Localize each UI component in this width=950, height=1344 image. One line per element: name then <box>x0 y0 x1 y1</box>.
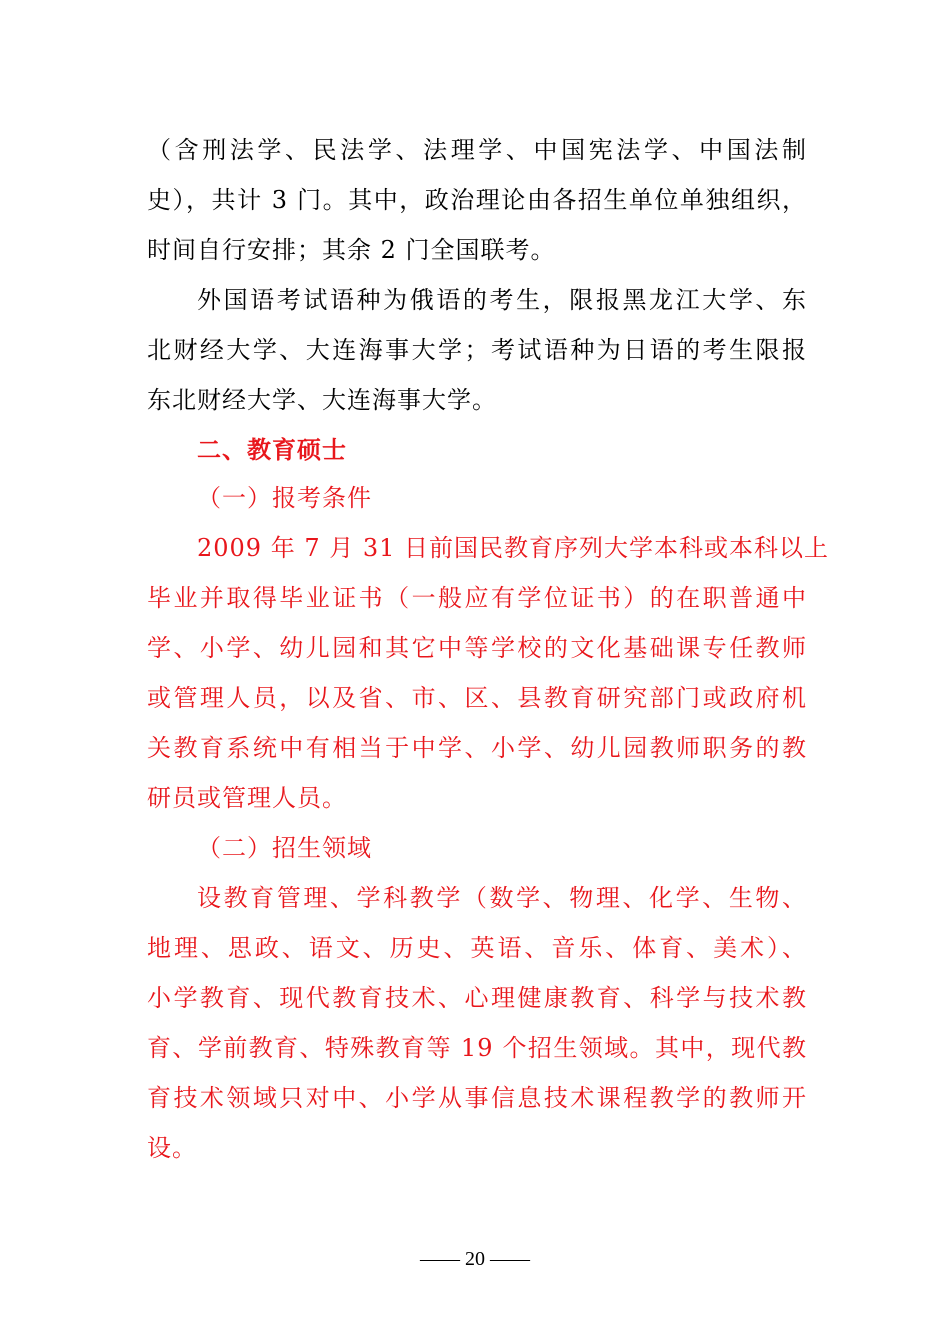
paragraph-line: 外国语考试语种为俄语的考生，限报黑龙江大学、东 <box>197 286 807 314</box>
paragraph-line: 史），共计 3 门。其中，政治理论由各招生单位单独组织， <box>147 186 807 214</box>
paragraph-line: 时间自行安排；其余 2 门全国联考。 <box>147 236 556 264</box>
paragraph-line: 设。 <box>147 1134 197 1162</box>
paragraph-line: 东北财经大学、大连海事大学。 <box>147 386 497 414</box>
paragraph-line: 2009 年 7 月 31 日前国民教育序列大学本科或本科以上 <box>197 534 830 562</box>
paragraph-line: 研员或管理人员。 <box>147 784 347 812</box>
paragraph-line: 育、学前教育、特殊教育等 19 个招生领域。其中，现代教 <box>147 1034 807 1062</box>
paragraph-line: 学、小学、幼儿园和其它中等学校的文化基础课专任教师 <box>147 634 807 662</box>
subsection-heading: （二）招生领域 <box>197 834 372 862</box>
paragraph-line: 育技术领域只对中、小学从事信息技术课程教学的教师开 <box>147 1084 807 1112</box>
paragraph-line: 小学教育、现代教育技术、心理健康教育、科学与技术教 <box>147 984 807 1012</box>
paragraph-line: （含刑法学、民法学、法理学、中国宪法学、中国法制 <box>147 136 807 164</box>
paragraph-line: 北财经大学、大连海事大学；考试语种为日语的考生限报 <box>147 336 807 364</box>
paragraph-line: 关教育系统中有相当于中学、小学、幼儿园教师职务的教 <box>147 734 807 762</box>
paragraph-line: 地理、思政、语文、历史、英语、音乐、体育、美术）、 <box>147 934 807 962</box>
section-heading: 二、教育硕士 <box>197 436 347 464</box>
paragraph-line: 毕业并取得毕业证书（一般应有学位证书）的在职普通中 <box>147 584 807 612</box>
paragraph-line: 或管理人员，以及省、市、区、县教育研究部门或政府机 <box>147 684 807 712</box>
subsection-heading: （一）报考条件 <box>197 484 372 512</box>
paragraph-line: 设教育管理、学科教学（数学、物理、化学、生物、 <box>197 884 807 912</box>
page-number: —— 20 —— <box>420 1248 530 1270</box>
